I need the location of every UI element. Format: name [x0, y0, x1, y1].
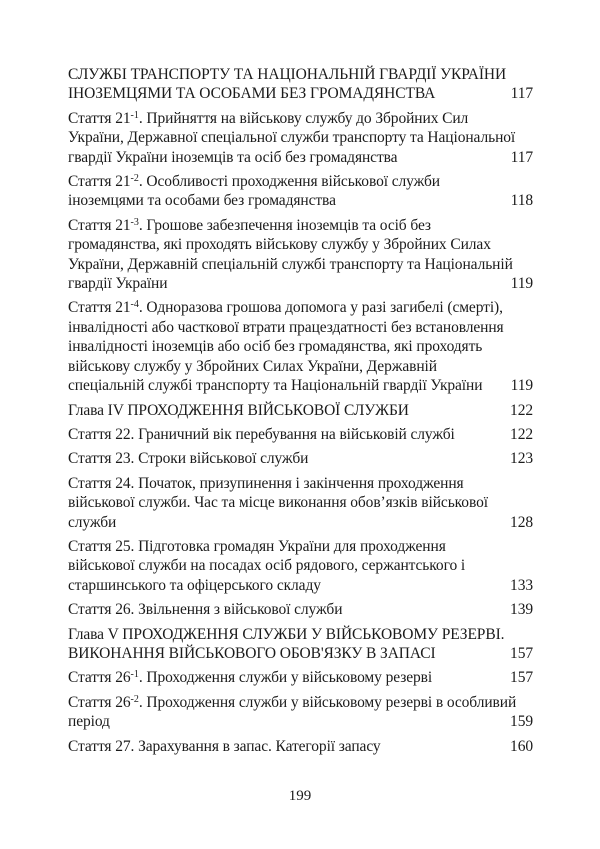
toc-entry-text: України, Державній спеціальній службі транспорту та Національній — [68, 255, 513, 273]
toc-entry-text: громадянства, які проходять військову службу у Збройних Силах — [68, 236, 491, 254]
toc-entry — [68, 600, 533, 619]
article-superscript: -1 — [130, 669, 139, 681]
toc-entry-line — [68, 84, 533, 103]
toc-entry-text: гвардії України іноземців та осіб без громадянства — [68, 148, 398, 166]
toc-page-ref: 159 — [510, 713, 533, 731]
toc-entry-text: ВИКОНАННЯ ВІЙСЬКОВОГО ОБОВ'ЯЗКУ В ЗАПАСІ — [68, 644, 436, 662]
toc-entry-line — [68, 128, 533, 147]
toc-entry-text: . Прийняття на військову службу до Збройних Сил — [138, 109, 469, 127]
toc-entry — [68, 693, 533, 732]
toc-entry-text: Стаття 27. Зарахування в запас. Категорії запасу — [68, 737, 381, 755]
toc-entry-line — [68, 65, 533, 84]
toc-entry-text: Стаття 22. Граничний вік перебування на військовій службі — [68, 425, 455, 443]
toc — [68, 65, 533, 761]
toc-entry-text: військової служби. Час та місце виконання обов’язків військової — [68, 494, 488, 512]
article-label: Стаття 21 — [68, 109, 131, 127]
toc-entry-text: гвардії України — [68, 275, 168, 293]
toc-entry-line — [68, 298, 533, 317]
toc-entry — [68, 474, 533, 532]
toc-entry-line — [68, 274, 533, 293]
toc-entry-line — [68, 537, 533, 556]
toc-page-ref: 160 — [510, 737, 533, 755]
toc-entry-text: період — [68, 713, 110, 731]
toc-entry-line — [68, 191, 533, 210]
toc-entry-text: Стаття 25. Підготовка громадян України для проходження — [68, 537, 446, 555]
toc-entry-text: військової служби на посадах осіб рядового, сержантського і — [68, 557, 466, 575]
toc-entry-text: Стаття 24. Початок, призупинення і закінчення проходження — [68, 474, 464, 492]
article-superscript: -4 — [130, 299, 139, 311]
toc-entry-text: Стаття 23. Строки військової служби — [68, 450, 309, 468]
toc-entry — [68, 625, 533, 664]
toc-entry-line — [68, 172, 533, 191]
toc-entry — [68, 216, 533, 294]
toc-entry-line — [68, 216, 533, 235]
toc-entry-line — [68, 376, 533, 395]
toc-entry-text: . Грошове забезпечення іноземців та осіб без — [138, 216, 431, 234]
toc-entry-line — [68, 255, 533, 274]
toc-entry-text: інвалідності або часткової втрати працездатності без встановлення — [68, 318, 504, 336]
toc-page-ref: 157 — [510, 644, 533, 662]
toc-entry-line — [68, 235, 533, 254]
toc-entry-line — [68, 712, 533, 731]
toc-page-ref: 118 — [510, 192, 533, 210]
toc-entry-line — [68, 449, 533, 468]
toc-entry-line — [68, 109, 533, 128]
toc-entry — [68, 109, 533, 167]
toc-entry-text: військову службу у Збройних Силах України, Державній — [68, 357, 437, 375]
toc-page-ref: 122 — [510, 401, 533, 419]
article-superscript: -2 — [130, 173, 139, 185]
toc-page-ref: 128 — [510, 513, 533, 531]
toc-entry-line — [68, 318, 533, 337]
toc-page-ref: 139 — [510, 601, 533, 619]
toc-entry-line — [68, 425, 533, 444]
toc-page-ref: 117 — [510, 148, 533, 166]
toc-entry — [68, 298, 533, 395]
article-superscript: -1 — [130, 109, 139, 121]
toc-entry-text: СЛУЖБІ ТРАНСПОРТУ ТА НАЦІОНАЛЬНІЙ ГВАРДІЇ УКРАЇНИ — [68, 66, 507, 83]
toc-entry-line — [68, 600, 533, 619]
article-label: Стаття 21 — [68, 299, 131, 317]
toc-entry-line — [68, 693, 533, 712]
toc-entry — [68, 172, 533, 211]
article-label: Стаття 21 — [68, 216, 131, 234]
toc-entry-line — [68, 474, 533, 493]
toc-entry-text: Глава IV ПРОХОДЖЕННЯ ВІЙСЬКОВОЇ СЛУЖБИ — [68, 401, 409, 419]
toc-entry-text: України, Державної спеціальної служби транспорту та Національної — [68, 129, 516, 147]
toc-entry — [68, 425, 533, 444]
toc-entry-text: . Проходження служби у військовому резерві — [138, 669, 433, 687]
toc-page-ref: 123 — [510, 450, 533, 468]
toc-entry — [68, 65, 533, 104]
article-label: Стаття 26 — [68, 669, 131, 687]
toc-entry-line — [68, 556, 533, 575]
toc-entry — [68, 737, 533, 756]
toc-page-ref: 119 — [510, 275, 533, 293]
toc-page-ref: 133 — [510, 576, 533, 594]
article-superscript: -3 — [130, 216, 139, 228]
toc-entry — [68, 401, 533, 420]
toc-entry-text: старшинського та офіцерського складу — [68, 576, 321, 594]
toc-entry-line — [68, 737, 533, 756]
toc-entry-line — [68, 148, 533, 167]
article-superscript: -2 — [130, 693, 139, 705]
toc-entry-text: . Особливості проходження військової служби — [138, 173, 440, 191]
toc-entry-line — [68, 513, 533, 532]
toc-page-ref: 117 — [510, 85, 533, 103]
article-label: Стаття 26 — [68, 693, 131, 711]
toc-entry-text: Стаття 26. Звільнення з військової служби — [68, 601, 343, 619]
toc-entry-text: іноземцями та особами без громадянства — [68, 192, 336, 210]
toc-page-ref: 122 — [510, 425, 533, 443]
toc-entry-line — [68, 668, 533, 687]
toc-page-ref: 119 — [510, 377, 533, 395]
article-label: Стаття 21 — [68, 173, 131, 191]
toc-entry-line — [68, 337, 533, 356]
toc-entry-text: служби — [68, 513, 117, 531]
page-number: 199 — [288, 788, 312, 804]
toc-entry — [68, 668, 533, 687]
toc-page-ref: 157 — [510, 669, 533, 687]
toc-entry-line — [68, 357, 533, 376]
toc-entry — [68, 449, 533, 468]
toc-entry-line — [68, 576, 533, 595]
toc-entry-text: інвалідності іноземців або осіб без громадянства, які проходять — [68, 338, 483, 356]
toc-entry-text: . Проходження служби у військовому резерві в особливий — [138, 693, 517, 711]
toc-entry-line — [68, 401, 533, 420]
toc-entry-line — [68, 625, 533, 644]
toc-entry-line — [68, 644, 533, 663]
toc-entry — [68, 537, 533, 595]
toc-entry-text: спеціальній службі транспорту та Національній гвардії України — [68, 377, 483, 395]
toc-entry-line — [68, 493, 533, 512]
toc-entry-text: . Одноразова грошова допомога у разі загибелі (смерті), — [138, 299, 503, 317]
toc-entry-text: Глава V ПРОХОДЖЕННЯ СЛУЖБИ У ВІЙСЬКОВОМУ РЕЗЕРВІ. — [68, 625, 505, 643]
toc-entry-text: ІНОЗЕМЦЯМИ ТА ОСОБАМИ БЕЗ ГРОМАДЯНСТВА — [68, 85, 436, 103]
